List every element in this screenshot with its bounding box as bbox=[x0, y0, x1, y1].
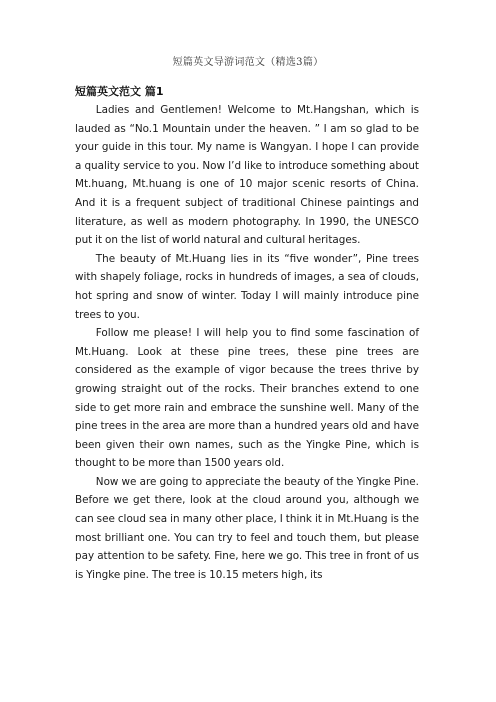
section-title: 短篇英文范文 篇1 bbox=[75, 85, 164, 98]
paragraph-2: The beauty of Mt.Huang lies in its “five wonder”, Pine trees with shapely foliage, rocks in hundreds of images, a sea of clouds, hot spring and snow of winter. Today I will mainly introduce pine trees to you. bbox=[75, 252, 419, 321]
paragraph-1: Ladies and Gentlemen! Welcome to Mt.Hangshan, which is lauded as “No.1 Mountain under the heaven. ” I am so glad to be your guide in this tour. My name is Wangyan. I hope I can provide a quality service to you. Now I’d like to introduce something about Mt.huang, Mt.huang is one of 10 major scenic resorts of China. And it is a frequent subject of traditional Chinese paintings and literature, as well as modern photography. In 1990, the UNESCO put it on the list of world natural and cultural heritages. bbox=[75, 104, 419, 247]
document-body bbox=[75, 83, 419, 584]
paragraph-3: Follow me please! I will help you to find some fascination of Mt.Huang. Look at these pine trees, these pine trees are considered as the example of vigor because the trees thrive by growing straight out of the rocks. Their branches extend to one side to get more rain and embrace the sunshine well. Many of the pine trees in the area are more than a hundred years old and have been given their own names, such as the Yingke Pine, which is thought to be more than 1500 years old. bbox=[75, 327, 419, 470]
document-header: 短篇英文导游词范文（精选3篇） bbox=[172, 57, 324, 68]
paragraph-4: Now we are going to appreciate the beauty of the Yingke Pine. Before we get there, look at the cloud around you, although we can see cloud sea in many other place, I think it in Mt.Huang is the most brilliant one. You can try to feel and touch them, but please pay attention to be safety. Fine, here we go. This tree in front of us is Yingke pine. The tree is 10.15 meters high, its bbox=[75, 475, 419, 581]
